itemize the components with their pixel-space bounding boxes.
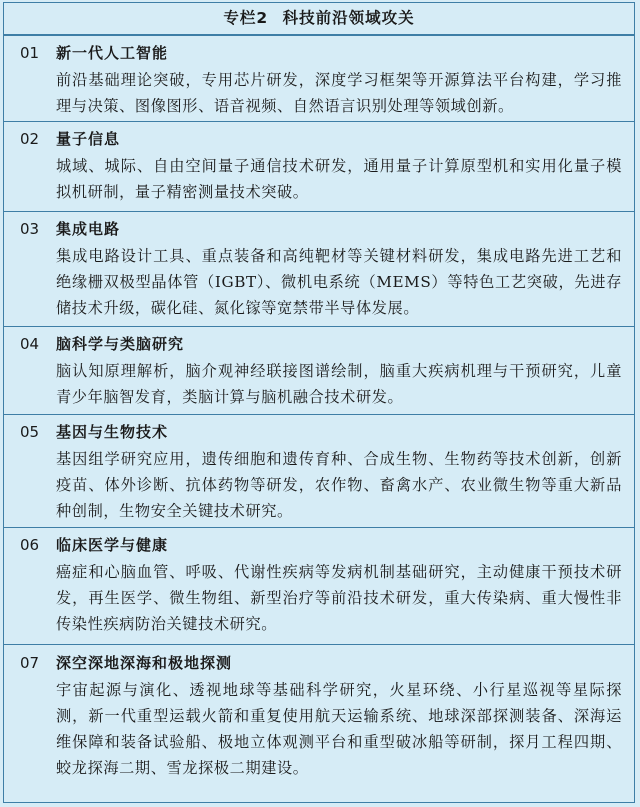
- section-name: 脑科学与类脑研究: [56, 335, 185, 353]
- section-quantum: [4, 122, 634, 212]
- section-name: 深空深地深海和极地探测: [56, 654, 233, 672]
- section-name: 量子信息: [56, 130, 121, 148]
- section-number: 01: [20, 44, 40, 62]
- section-text: 宇宙起源与演化、透视地球等基础科学研究，火星环绕、小行星巡视等星际探测，新一代重型运载火箭和重复使用航天运输系统、地球深部探测装备、深海运维保障和装备试验船、极地立体观测平台和重型破冰船等研制，探月工程四期、蛟龙探海二期、雪龙探极二期建设。: [56, 681, 622, 777]
- section-number: 06: [20, 536, 40, 554]
- section-brain: [4, 327, 634, 415]
- section-name: 集成电路: [56, 220, 121, 238]
- box-title: 科技前沿领域攻关: [282, 9, 415, 27]
- section-ic: [4, 212, 634, 327]
- section-number: 04: [20, 335, 40, 353]
- section-text: 癌症和心脑血管、呼吸、代谢性疾病等发病机制基础研究，主动健康干预技术研发，再生医学、微生物组、新型治疗等前沿技术研发，重大传染病、重大慢性非传染性疾病防治关键技术研究。: [56, 563, 622, 633]
- box-title-bar: [4, 3, 634, 36]
- section-biotech: [4, 415, 634, 528]
- section-text: 集成电路设计工具、重点装备和高纯靶材等关键材料研发，集成电路先进工艺和绝缘栅双极型晶体管（IGBT）、微机电系统（MEMS）等特色工艺突破，先进存储技术升级，碳化硅、氮化镓等宽禁带半导体发展。: [56, 247, 622, 317]
- section-text: 前沿基础理论突破，专用芯片研发，深度学习框架等开源算法平台构建，学习推理与决策、图像图形、语音视频、自然语言识别处理等领域创新。: [56, 71, 622, 115]
- section-text: 城域、城际、自由空间量子通信技术研发，通用量子计算原型机和实用化量子模拟机研制，量子精密测量技术突破。: [56, 157, 622, 201]
- feature-box: [3, 2, 635, 803]
- section-exploration: [4, 645, 634, 798]
- section-name: 临床医学与健康: [56, 536, 169, 554]
- section-ai: [4, 36, 634, 122]
- section-name: 基因与生物技术: [56, 423, 169, 441]
- section-number: 03: [20, 220, 40, 238]
- section-number: 02: [20, 130, 40, 148]
- section-text: 基因组学研究应用，遗传细胞和遗传育种、合成生物、生物药等技术创新，创新疫苗、体外诊断、抗体药物等研发，农作物、畜禽水产、农业微生物等重大新品种创制，生物安全关键技术研究。: [56, 450, 622, 520]
- section-text: 脑认知原理解析，脑介观神经联接图谱绘制，脑重大疾病机理与干预研究，儿童青少年脑智发育，类脑计算与脑机融合技术研发。: [56, 362, 622, 406]
- section-number: 07: [20, 654, 40, 672]
- box-label: 专栏2: [223, 9, 269, 27]
- section-number: 05: [20, 423, 40, 441]
- section-clinical: [4, 528, 634, 645]
- section-name: 新一代人工智能: [56, 44, 169, 62]
